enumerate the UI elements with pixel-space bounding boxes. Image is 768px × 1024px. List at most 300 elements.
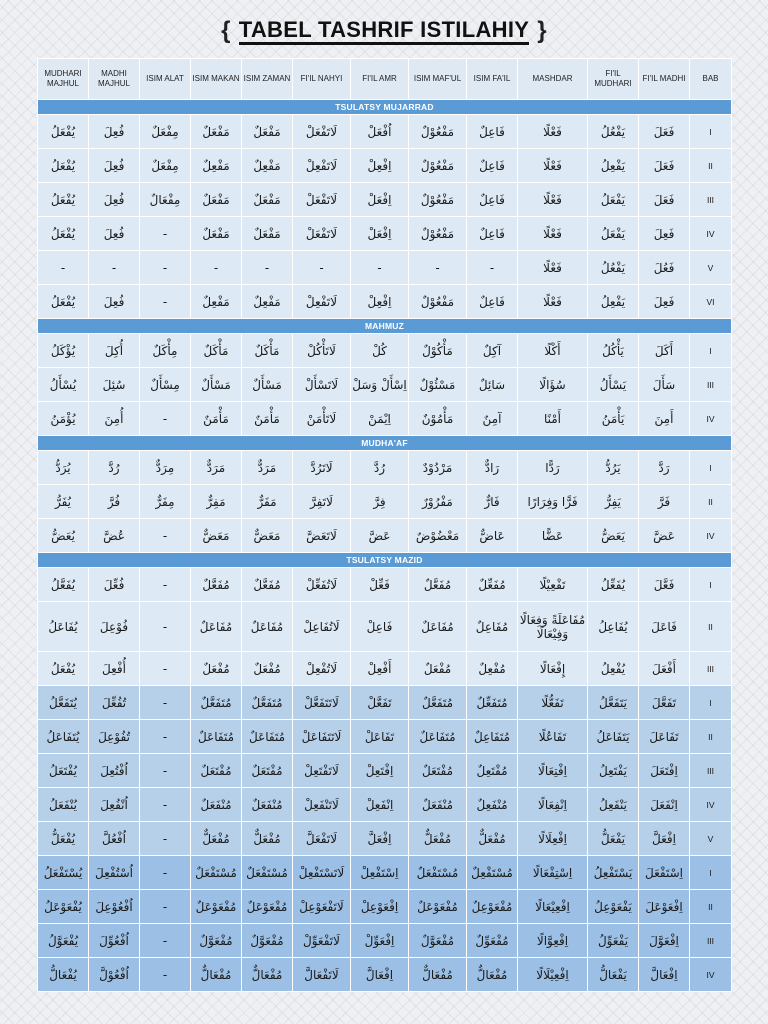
table-cell: يَرُدُّ: [588, 451, 639, 485]
table-cell: اُفْعُوْعِلَ: [89, 890, 140, 924]
table-row: [38, 686, 732, 720]
table-cell: أَمْنًا: [518, 402, 588, 436]
table-row: [38, 368, 732, 402]
table-cell: يُفَعِّلُ: [588, 568, 639, 602]
table-cell: يُفَاعَلُ: [38, 602, 89, 652]
table-cell: مُفْعَالٌّ: [191, 958, 242, 992]
table-cell: لَاتَرُدَّ: [293, 451, 351, 485]
table-cell: مُفْعَلٌّ: [191, 822, 242, 856]
table-cell: مَسْأَلٌ: [191, 368, 242, 402]
table-cell: يَسْتَفْعِلُ: [588, 856, 639, 890]
table-cell: يَفْعُلُ: [588, 115, 639, 149]
table-cell: مَعَضٌّ: [242, 519, 293, 553]
table-cell: لَاتَنْفَعِلْ: [293, 788, 351, 822]
table-cell: مُفْعَلٌّ: [467, 822, 518, 856]
table-cell: مَسْأَلٌ: [242, 368, 293, 402]
header-mashdar: MASHDAR: [518, 59, 588, 100]
header-isim-zaman: ISIM ZAMAN: [242, 59, 293, 100]
table-cell: فُوْعِلَ: [89, 602, 140, 652]
table-cell: مُنْفَعَلٌ: [242, 788, 293, 822]
table-cell: فُعِلَ: [89, 285, 140, 319]
table-row: [38, 788, 732, 822]
table-cell: اِسْتَفْعَلَ: [639, 856, 690, 890]
table-cell: اِفْعَوِّلْ: [351, 924, 409, 958]
table-cell: فَاعِلٌ: [467, 183, 518, 217]
table-cell: مُفْتَعِلٌ: [467, 754, 518, 788]
table-cell: يُفْعِلُ: [588, 652, 639, 686]
table-cell: مُفْعَالٌّ: [242, 958, 293, 992]
table-cell: فَعْلًا: [518, 183, 588, 217]
table-cell: مُفْتَعَلٌ: [409, 754, 467, 788]
table-cell: عَضَّ: [351, 519, 409, 553]
table-cell: يَتَفَعَّلُ: [588, 686, 639, 720]
table-cell: يُتَفَعَّلُ: [38, 686, 89, 720]
table-row: [38, 402, 732, 436]
table-cell: يُؤْمَنُ: [38, 402, 89, 436]
table-cell: فَعَلَ: [639, 149, 690, 183]
table-cell: مُفْعَلٌ: [242, 652, 293, 686]
table-cell: اِفْعِلَالًا: [518, 822, 588, 856]
table-cell: مُتَفَاعَلٌ: [409, 720, 467, 754]
table-cell: مَفْعُوْلٌ: [409, 115, 467, 149]
table-cell: مُفْعَلٌّ: [409, 822, 467, 856]
table-cell: مَفْعَلٌ: [242, 183, 293, 217]
table-cell: يُفْعَلُ: [38, 217, 89, 251]
table-cell: فَعْلًا: [518, 217, 588, 251]
table-cell: مِأْكَلٌ: [140, 334, 191, 368]
table-cell: لَاتَتَفَعَّلْ: [293, 686, 351, 720]
table-cell: مُتَفَعَّلٌ: [409, 686, 467, 720]
table-cell: اُفْعُوْلَّ: [89, 958, 140, 992]
table-cell: مَسْئُوْلٌ: [409, 368, 467, 402]
table-cell: لَاتَفْتَعِلْ: [293, 754, 351, 788]
table-cell: مَفْعَلٌ: [242, 115, 293, 149]
table-cell: فُعِلَ: [89, 183, 140, 217]
header-row: [38, 59, 732, 100]
table-cell: فَعِّلْ: [351, 568, 409, 602]
table-cell: اِفْعِلْ: [351, 149, 409, 183]
table-cell: مُتَفَعَّلٌ: [191, 686, 242, 720]
bab-number-cell: II: [690, 720, 732, 754]
section-header-row: [38, 100, 732, 115]
table-cell: سُؤَالًا: [518, 368, 588, 402]
table-body: [38, 100, 732, 992]
bab-number-cell: I: [690, 686, 732, 720]
table-cell: مُفْعَوْعَلٌ: [242, 890, 293, 924]
bab-number-cell: III: [690, 183, 732, 217]
table-cell: كُلْ: [351, 334, 409, 368]
table-cell: فَاعِلٌ: [467, 115, 518, 149]
table-cell: تَفَعَّلَ: [639, 686, 690, 720]
table-cell: -: [242, 251, 293, 285]
table-cell: يُفَرُّ: [38, 485, 89, 519]
table-row: [38, 602, 732, 652]
table-cell: يَفْعَلُ: [588, 183, 639, 217]
table-cell: يَفْعَلُّ: [588, 822, 639, 856]
table-cell: يُفْعَلُ: [38, 183, 89, 217]
header-isim-makan: ISIM MAKAN: [191, 59, 242, 100]
table-cell: اِفْعِيْعَالًا: [518, 890, 588, 924]
table-row: [38, 958, 732, 992]
table-cell: -: [140, 602, 191, 652]
table-cell: فِرَّ: [351, 485, 409, 519]
bab-number-cell: IV: [690, 402, 732, 436]
table-cell: يَعَضُّ: [588, 519, 639, 553]
table-cell: سَأَلَ: [639, 368, 690, 402]
table-cell: لَاتَفْعَلْ: [293, 183, 351, 217]
table-cell: -: [38, 251, 89, 285]
table-cell: مَأْكَلٌ: [242, 334, 293, 368]
table-cell: اِفْعِيْلَالًا: [518, 958, 588, 992]
table-cell: فَعِلَ: [639, 217, 690, 251]
table-cell: اِفْعَوْعِلْ: [351, 890, 409, 924]
table-cell: مُفْعَوْعَلٌ: [409, 890, 467, 924]
table-cell: يَفْعِلُ: [588, 285, 639, 319]
table-cell: لَاتُفَعِّلْ: [293, 568, 351, 602]
table-cell: يَفْعَلُ: [588, 217, 639, 251]
table-cell: مَفْعِلٌ: [191, 285, 242, 319]
table-cell: يُفْعَلُ: [38, 115, 89, 149]
header-fiil-nahyi: FI'IL NAHYI: [293, 59, 351, 100]
table-cell: فَرَّ: [639, 485, 690, 519]
bab-number-cell: I: [690, 451, 732, 485]
table-cell: يُفَاعِلُ: [588, 602, 639, 652]
table-cell: مَفْعَلٌ: [191, 217, 242, 251]
table-cell: يُفْعَلُّ: [38, 822, 89, 856]
table-cell: لَاتَفْعِلْ: [293, 285, 351, 319]
table-cell: يَفْعَالُّ: [588, 958, 639, 992]
table-cell: مُفْتَعَلٌ: [191, 754, 242, 788]
table-row: [38, 519, 732, 553]
table-cell: أَكْلًا: [518, 334, 588, 368]
table-cell: مَفْعَلٌ: [191, 115, 242, 149]
table-cell: تَفْعِيْلًا: [518, 568, 588, 602]
bab-number-cell: III: [690, 652, 732, 686]
table-cell: يَأْكُلُ: [588, 334, 639, 368]
table-cell: يَفْتَعِلُ: [588, 754, 639, 788]
table-cell: مُفْعَوْعَلٌ: [191, 890, 242, 924]
table-cell: اُنْفُعِلَ: [89, 788, 140, 822]
table-cell: اِفْتِعَالًا: [518, 754, 588, 788]
table-cell: اُفْتُعِلَ: [89, 754, 140, 788]
bab-number-cell: III: [690, 754, 732, 788]
header-fiil-madhi: FI'IL MADHI: [639, 59, 690, 100]
section-header-row: [38, 553, 732, 568]
table-cell: مُنْفَعَلٌ: [191, 788, 242, 822]
table-row: [38, 149, 732, 183]
table-cell: اِفْتَعِلْ: [351, 754, 409, 788]
table-cell: اِفْعِوَّالًا: [518, 924, 588, 958]
table-cell: -: [140, 402, 191, 436]
table-cell: يُتَفَاعَلُ: [38, 720, 89, 754]
table-cell: تُفُعِّلَ: [89, 686, 140, 720]
table-cell: مَرْدُوْدٌ: [409, 451, 467, 485]
table-cell: تَفَاعَلَ: [639, 720, 690, 754]
table-cell: مُسْتَفْعِلٌ: [467, 856, 518, 890]
table-cell: لَاتَفْعَلَّ: [293, 822, 351, 856]
table-cell: اِنْفِعَالًا: [518, 788, 588, 822]
table-cell: مَفِرٌّ: [191, 485, 242, 519]
table-cell: مِفْعَلٌ: [140, 149, 191, 183]
table-cell: مُفَاعَلٌ: [242, 602, 293, 652]
table-cell: يُفْعَوَّلُ: [38, 924, 89, 958]
table-cell: لَاتَفْعِلْ: [293, 149, 351, 183]
section-header-row: [38, 436, 732, 451]
header-isim-maful: ISIM MAF'UL: [409, 59, 467, 100]
table-cell: اِفْعَوْعَلَ: [639, 890, 690, 924]
table-row: [38, 924, 732, 958]
page-title: [221, 17, 547, 45]
table-cell: -: [409, 251, 467, 285]
table-cell: -: [140, 217, 191, 251]
table-cell: فَعَلَ: [639, 115, 690, 149]
table-cell: يَسْأَلُ: [588, 368, 639, 402]
table-row: [38, 652, 732, 686]
table-cell: لَاتَسْأَلْ: [293, 368, 351, 402]
table-cell: لَاتَسْتَفْعِلْ: [293, 856, 351, 890]
table-row: [38, 568, 732, 602]
table-cell: مَفْعُوْلٌ: [409, 217, 467, 251]
bab-number-cell: II: [690, 890, 732, 924]
table-cell: مُتَفَعِّلٌ: [467, 686, 518, 720]
table-cell: مُفْعَلٌّ: [242, 822, 293, 856]
table-cell: لَاتَفْعَوْعِلْ: [293, 890, 351, 924]
table-cell: فَعِلَ: [639, 285, 690, 319]
table-cell: تُفُوْعِلَ: [89, 720, 140, 754]
table-cell: اِسْتَفْعِلْ: [351, 856, 409, 890]
table-cell: يَأْمَنُ: [588, 402, 639, 436]
table-cell: -: [140, 924, 191, 958]
table-cell: مَفْعَلٌ: [242, 217, 293, 251]
table-cell: أُكِلَ: [89, 334, 140, 368]
bab-number-cell: II: [690, 485, 732, 519]
table-row: [38, 334, 732, 368]
table-cell: اِنْفَعَلَ: [639, 788, 690, 822]
table-cell: -: [140, 788, 191, 822]
header-fiil-mudhari: FI'IL MUDHARI: [588, 59, 639, 100]
table-cell: -: [140, 251, 191, 285]
bab-number-cell: V: [690, 822, 732, 856]
table-cell: مَأْمُوْنٌ: [409, 402, 467, 436]
table-cell: لَاتَفْعَوِّلْ: [293, 924, 351, 958]
table-cell: فَعْلًا: [518, 285, 588, 319]
table-cell: فَارٌّ: [467, 485, 518, 519]
table-cell: لَاتَفْعَلْ: [293, 115, 351, 149]
table-cell: اِفْعِلْ: [351, 285, 409, 319]
bab-number-cell: IV: [690, 958, 732, 992]
table-cell: مُفْعَوَّلٌ: [242, 924, 293, 958]
table-cell: مَرَدٌّ: [242, 451, 293, 485]
table-cell: اِسْتِفْعَالًا: [518, 856, 588, 890]
header-fiil-amr: FI'IL AMR: [351, 59, 409, 100]
table-row: [38, 890, 732, 924]
table-cell: -: [293, 251, 351, 285]
table-cell: -: [140, 822, 191, 856]
table-cell: فَاعِلٌ: [467, 285, 518, 319]
table-cell: لَاتُفَاعِلْ: [293, 602, 351, 652]
table-cell: -: [140, 754, 191, 788]
table-cell: فَعْلًا: [518, 115, 588, 149]
table-cell: فَاعِلٌ: [467, 217, 518, 251]
table-cell: -: [140, 568, 191, 602]
table-cell: مُتَفَاعَلٌ: [191, 720, 242, 754]
table-cell: مُسْتَفْعَلٌ: [242, 856, 293, 890]
table-cell: تَفَاعُلًا: [518, 720, 588, 754]
table-cell: عَضًّا: [518, 519, 588, 553]
table-cell: اِفْعَلْ: [351, 183, 409, 217]
table-cell: -: [467, 251, 518, 285]
table-cell: فَعْلًا: [518, 251, 588, 285]
table-cell: فَعَلَ: [639, 183, 690, 217]
table-cell: اِفْعَلَّ: [639, 822, 690, 856]
table-cell: فَاعَلَ: [639, 602, 690, 652]
table-cell: مَفْعِلٌ: [242, 149, 293, 183]
table-cell: فُرَّ: [89, 485, 140, 519]
table-cell: رُدَّ: [89, 451, 140, 485]
page-title-wrap: [0, 14, 768, 48]
table-cell: مِسْأَلٌ: [140, 368, 191, 402]
header-isim-alat: ISIM ALAT: [140, 59, 191, 100]
table-cell: يُرَدُّ: [38, 451, 89, 485]
section-header-row: [38, 319, 732, 334]
table-cell: اُسْتُفْعِلَ: [89, 856, 140, 890]
table-cell: يُعَضُّ: [38, 519, 89, 553]
table-cell: يُفْعَلُ: [38, 149, 89, 183]
table-cell: مَعْضُوْضٌ: [409, 519, 467, 553]
bab-number-cell: I: [690, 568, 732, 602]
table-row: [38, 285, 732, 319]
table-cell: يَفْعَوْعِلُ: [588, 890, 639, 924]
table-row: [38, 720, 732, 754]
table-cell: -: [140, 686, 191, 720]
table-cell: أُمِنَ: [89, 402, 140, 436]
table-cell: مُفَعَّلٌ: [409, 568, 467, 602]
table-cell: فَاعِلْ: [351, 602, 409, 652]
table-cell: اِنْفَعِلْ: [351, 788, 409, 822]
table-cell: اِسْأَلْ وَسَلْ: [351, 368, 409, 402]
table-cell: -: [140, 890, 191, 924]
table-cell: مَفَرٌّ: [242, 485, 293, 519]
bab-number-cell: III: [690, 368, 732, 402]
header-madhi-majhul: MADHI MAJHUL: [89, 59, 140, 100]
table-cell: مُفْعَلٌ: [409, 652, 467, 686]
table-cell: يُفْتَعَلُ: [38, 754, 89, 788]
table-cell: اُفْعَلْ: [351, 115, 409, 149]
table-cell: مَفْعَلٌ: [191, 183, 242, 217]
table-cell: -: [89, 251, 140, 285]
table-cell: رُدَّ: [351, 451, 409, 485]
table-cell: -: [191, 251, 242, 285]
table-cell: رَدًّا: [518, 451, 588, 485]
table-cell: يَفْعِلُ: [588, 149, 639, 183]
table-cell: مُفْعَوَّلٌ: [191, 924, 242, 958]
table-cell: مَأْمَنٌ: [242, 402, 293, 436]
table-cell: مَفْرُوْرٌ: [409, 485, 467, 519]
table-cell: مُفَعِّلٌ: [467, 568, 518, 602]
table-cell: مُتَفَاعِلٌ: [467, 720, 518, 754]
table-cell: آمِنٌ: [467, 402, 518, 436]
table-cell: اِفْتَعَلَ: [639, 754, 690, 788]
table-cell: اِفْعَلَّ: [351, 822, 409, 856]
table-cell: يُسْأَلُ: [38, 368, 89, 402]
table-cell: مُسْتَفْعَلٌ: [191, 856, 242, 890]
table-cell: اِفْعَلْ: [351, 217, 409, 251]
table-row: [38, 115, 732, 149]
table-cell: مَأْكُوْلٌ: [409, 334, 467, 368]
table-cell: يُؤْكَلُ: [38, 334, 89, 368]
table-cell: مُفَعَّلٌ: [191, 568, 242, 602]
bab-number-cell: III: [690, 924, 732, 958]
bab-number-cell: I: [690, 856, 732, 890]
table-cell: يَفْعُلُ: [588, 251, 639, 285]
table-cell: أَكَلَ: [639, 334, 690, 368]
bab-number-cell: V: [690, 251, 732, 285]
table-row: [38, 754, 732, 788]
table-cell: تَفَعَّلْ: [351, 686, 409, 720]
table-cell: -: [140, 285, 191, 319]
table-cell: مُفْعَالٌّ: [467, 958, 518, 992]
table-cell: اُفْعُلَّ: [89, 822, 140, 856]
header-bab: BAB: [690, 59, 732, 100]
table-cell: مَعَضٌّ: [191, 519, 242, 553]
title-open-brace: {: [221, 17, 231, 44]
table-cell: -: [140, 856, 191, 890]
table-cell: يُفْعَلُ: [38, 285, 89, 319]
table-cell: عَضَّ: [639, 519, 690, 553]
title-close-brace: }: [537, 17, 547, 44]
table-cell: لَاتَتَفَاعَلْ: [293, 720, 351, 754]
table-cell: فَعَّلَ: [639, 568, 690, 602]
table-cell: -: [140, 519, 191, 553]
table-cell: -: [140, 958, 191, 992]
table-row: [38, 485, 732, 519]
table-cell: سُئِلَ: [89, 368, 140, 402]
table-cell: فُعِلَ: [89, 149, 140, 183]
table-cell: مُفَاعَلَةً وَفِعَالًا وَفِيْعَالًا: [518, 602, 588, 652]
table-cell: سَائِلٌ: [467, 368, 518, 402]
table-cell: فُعِلَ: [89, 115, 140, 149]
table-row: [38, 451, 732, 485]
table-cell: مُتَفَعَّلٌ: [242, 686, 293, 720]
bab-number-cell: IV: [690, 217, 732, 251]
table-row: [38, 822, 732, 856]
table-cell: رَادٌّ: [467, 451, 518, 485]
table-cell: مَأْكَلٌ: [191, 334, 242, 368]
bab-number-cell: II: [690, 602, 732, 652]
table-cell: مُتَفَاعَلٌ: [242, 720, 293, 754]
table-cell: مَفْعُوْلٌ: [409, 285, 467, 319]
table-cell: مُفْعَوَّلٌ: [409, 924, 467, 958]
table-cell: مَفْعِلٌ: [191, 149, 242, 183]
table-cell: يَتَفَاعَلُ: [588, 720, 639, 754]
table-cell: أَمِنَ: [639, 402, 690, 436]
table-cell: آكِلٌ: [467, 334, 518, 368]
table-cell: فَرًّا وَفِرَارًا: [518, 485, 588, 519]
table-cell: مُفَاعَلٌ: [191, 602, 242, 652]
bab-number-cell: VI: [690, 285, 732, 319]
table-cell: فُعِّلَ: [89, 568, 140, 602]
page-title-text: TABEL TASHRIF ISTILAHIY: [239, 18, 529, 45]
section-title: TSULATSY MUJARRAD: [38, 100, 732, 115]
table-cell: مَرَدٌّ: [191, 451, 242, 485]
table-cell: اِفْعَالَّ: [351, 958, 409, 992]
table-cell: -: [140, 652, 191, 686]
table-cell: يُفْعَلُ: [38, 652, 89, 686]
table-cell: مُفْعَالٌّ: [409, 958, 467, 992]
table-cell: يَنْفَعِلُ: [588, 788, 639, 822]
section-title: MAHMUZ: [38, 319, 732, 334]
header-isim-fail: ISIM FA'IL: [467, 59, 518, 100]
